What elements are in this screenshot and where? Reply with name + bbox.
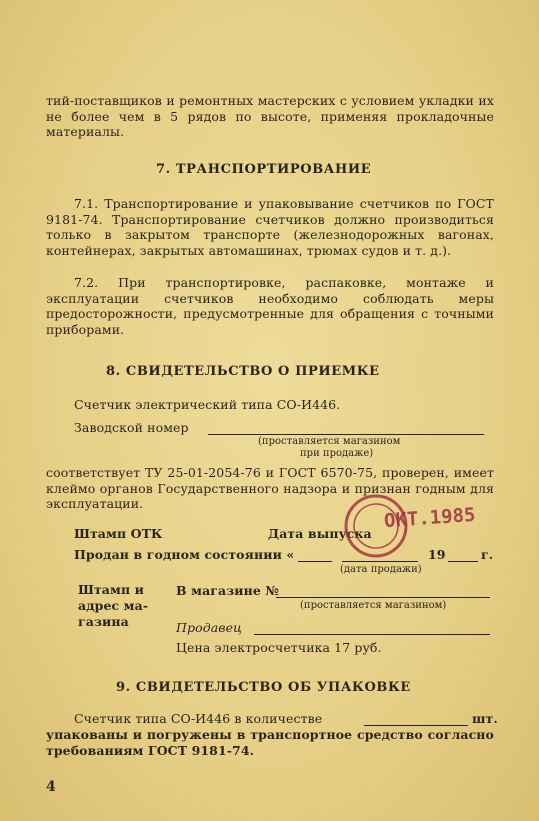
sold-label: Продан в годном состоянии « <box>74 547 295 562</box>
section-7-paragraph-1: 7.1. Транспортирование и упаковывание счетчиков по ГОСТ 9181-74. Транспортирование счетчиков должно производиться только в закрытом транспорте (железнодорожных вагонах, контейнерах, закрытых автомашинах, трюмах судов и т. д.). <box>46 196 494 258</box>
sale-date-note: (дата продажи) <box>340 564 422 575</box>
packing-quantity-suffix: шт. <box>472 711 498 726</box>
meter-type: Счетчик электрический типа СО-И446. <box>74 397 341 412</box>
section-9-heading: 9. СВИДЕТЕЛЬСТВО ОБ УПАКОВКЕ <box>116 680 411 695</box>
shop-note: (проставляется магазином) <box>300 600 447 611</box>
otk-stamp-label: Штамп ОТК <box>74 526 163 541</box>
release-date-label: Дата выпуска <box>268 526 372 541</box>
page-number: 4 <box>46 779 56 795</box>
section-7-paragraph-2: 7.2. При транспортировке, распаковке, монтаже и эксплуатации счетчиков необходимо соблюдать меры предосторожности, предусмотренные для обращения с точными приборами. <box>46 275 494 337</box>
price-text: Цена электросчетчика 17 руб. <box>176 640 382 655</box>
date-stamp-text: ОКТ.1985 <box>383 503 477 533</box>
packing-line-2: упакованы и погружены в транспортное средство согласно требованиям ГОСТ 9181-74. <box>46 727 494 758</box>
shop-number-line <box>276 597 490 598</box>
year-prefix: 19 <box>428 547 446 562</box>
serial-number-line <box>208 434 484 435</box>
serial-note-2: при продаже) <box>300 448 374 459</box>
shop-stamp-label-2: адрес ма- <box>78 598 149 613</box>
seller-label: Продавец <box>176 620 242 635</box>
shop-stamp-label-3: газина <box>78 614 129 629</box>
packing-quantity-line <box>364 725 468 726</box>
seller-line <box>254 634 490 635</box>
packing-line-1: Счетчик типа СО-И446 в количестве <box>74 711 323 726</box>
conformity-paragraph: соответствует ТУ 25-01-2054-76 и ГОСТ 6570-75, проверен, имеет клеймо органов Государственного надзора и признан годным для эксплуатации. <box>46 465 494 511</box>
sale-day-line <box>298 561 332 562</box>
date-stamp <box>330 488 510 562</box>
section-7-heading: 7. ТРАНСПОРТИРОВАНИЕ <box>156 162 372 177</box>
top-paragraph: тий-поставщиков и ремонтных мастерских с условием укладки их не более чем в 5 рядов по высоте, применяя прокладочные материалы. <box>46 93 494 139</box>
section-8-heading: 8. СВИДЕТЕЛЬСТВО О ПРИЕМКЕ <box>106 364 380 379</box>
shop-stamp-label-1: Штамп и <box>78 582 145 597</box>
shop-number-label: В магазине № <box>176 583 280 598</box>
serial-note-1: (проставляется магазином <box>258 436 401 447</box>
serial-label: Заводской номер <box>74 420 189 435</box>
year-suffix: г. <box>481 547 494 562</box>
